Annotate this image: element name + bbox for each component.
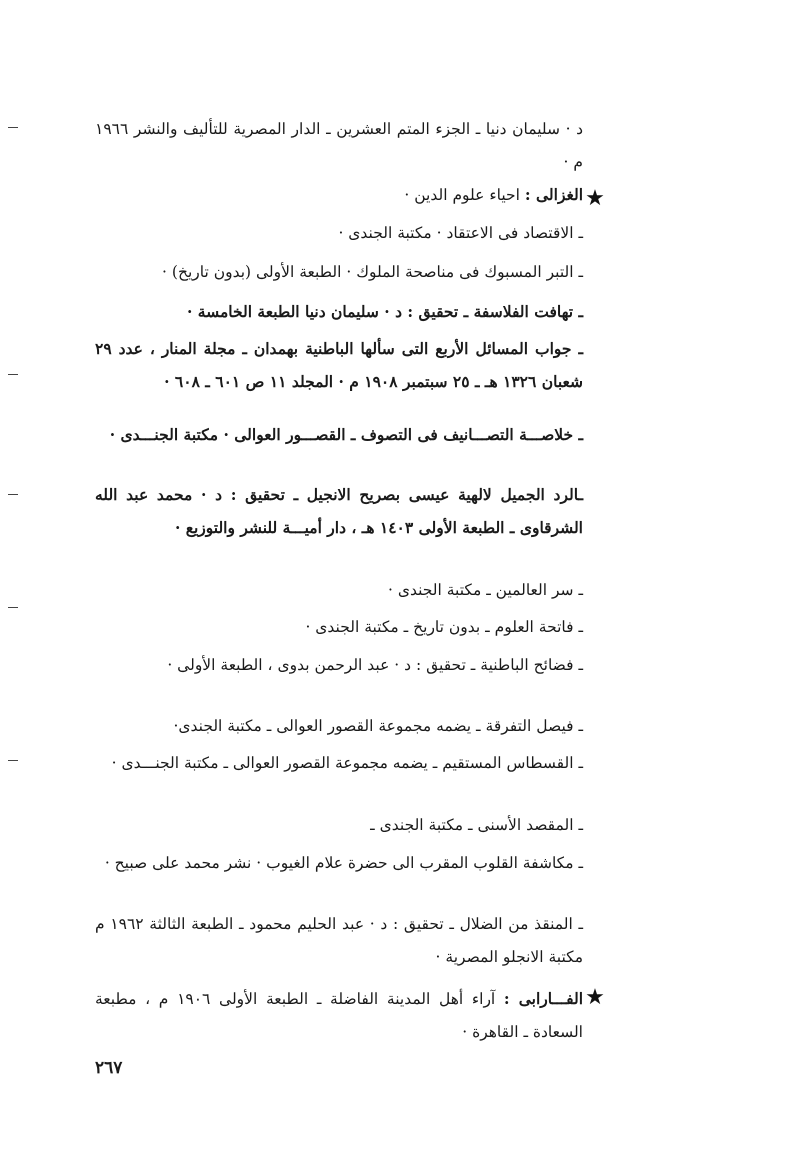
bibliography-entry [95, 846, 583, 880]
page-number: ٢٦٧ [95, 1058, 123, 1078]
bibliography-entry [95, 610, 583, 644]
bibliography-entry [95, 478, 583, 544]
entry-text: د · سليمان دنيا ـ الجزء المتم العشرين ـ الدار المصرية للتأليف والنشر ١٩٦٦ م · [95, 120, 583, 171]
bibliography-entry [95, 573, 583, 607]
entry-text: ـ المنقذ من الضلال ـ تحقيق : د · عبد الحليم محمود ـ الطبعة الثالثة ١٩٦٢ م مكتبة الانجلو المصرية · [95, 915, 583, 966]
margin-mark [8, 607, 18, 608]
entry-text: ـ الاقتصاد فى الاعتقاد · مكتبة الجندى · [338, 224, 583, 242]
bibliography-entry [95, 982, 583, 1049]
bibliography-entry [95, 648, 583, 682]
bibliography-entry [95, 907, 583, 974]
bibliography-entry [95, 418, 583, 451]
entry-text: احياء علوم الدين · [404, 186, 525, 204]
star-icon: ★ [585, 186, 605, 211]
entry-text: ـ جواب المسائل الأربع التى سألها الباطنية بهمدان ـ مجلة المنار ، عدد ٢٩ شعبان ١٣٢٦ هـ ـ ٢٥ سبتمبر ١٩٠٨ م · المجلد ١١ ص ٦٠١ ـ ٦٠٨ · [95, 339, 583, 391]
entry-text: آراء أهل المدينة الفاضلة ـ الطبعة الأولى ١٩٠٦ م ، مطبعة السعادة ـ القاهرة · [95, 990, 583, 1041]
margin-mark [8, 127, 18, 128]
bibliography-entry [95, 295, 583, 328]
margin-mark [8, 374, 18, 375]
entry-text: ـ مكاشفة القلوب المقرب الى حضرة علام الغيوب · نشر محمد على صبيح · [104, 854, 583, 872]
entry-text: ـ التبر المسبوك فى مناصحة الملوك · الطبعة الأولى (بدون تاريخ) · [162, 263, 583, 281]
entry-text: ـ سر العالمين ـ مكتبة الجندى · [387, 581, 583, 599]
bibliography-entry [95, 112, 583, 179]
entry-text: ـ فاتحة العلوم ـ بدون تاريخ ـ مكتبة الجندى · [305, 618, 583, 636]
bibliography-entry [95, 808, 583, 842]
bibliography-entry [95, 255, 583, 289]
margin-mark [8, 760, 18, 761]
bibliography-entry [95, 746, 583, 780]
entry-text: ـ المقصد الأسنى ـ مكتبة الجندى ـ [370, 816, 583, 834]
bibliography-entry [95, 709, 583, 743]
entry-author: الغزالى : [524, 185, 583, 204]
entry-text: ـ خلاصـــة التصـــانيف فى التصوف ـ القصـــور العوالى · مكتبة الجنـــدى · [109, 425, 583, 444]
margin-mark [8, 494, 18, 495]
bibliography-entry [95, 178, 583, 212]
star-icon: ★ [585, 985, 605, 1010]
entry-text: ـ فضائح الباطنية ـ تحقيق : د · عبد الرحمن بدوى ، الطبعة الأولى · [167, 656, 583, 674]
entry-author: الفـــارابى : [503, 989, 583, 1008]
entry-text: ـ القسطاس المستقيم ـ يضمه مجموعة القصور العوالى ـ مكتبة الجنـــدى · [111, 754, 583, 772]
bibliography-entry [95, 216, 583, 250]
entry-text: ـالرد الجميل لالهية عيسى بصريح الانجيل ـ تحقيق : د · محمد عبد الله الشرقاوى ـ الطبعة الأولى ١٤٠٣ هـ ، دار أميـــة للنشر والتوزيع · [95, 485, 583, 537]
entry-text: ـ فيصل التفرقة ـ يضمه مجموعة القصور العوالى ـ مكتبة الجندى· [173, 717, 583, 735]
entry-text: ـ تهافت الفلاسفة ـ تحقيق : د · سليمان دنيا الطبعة الخامسة · [187, 302, 583, 321]
bibliography-entry [95, 332, 583, 398]
